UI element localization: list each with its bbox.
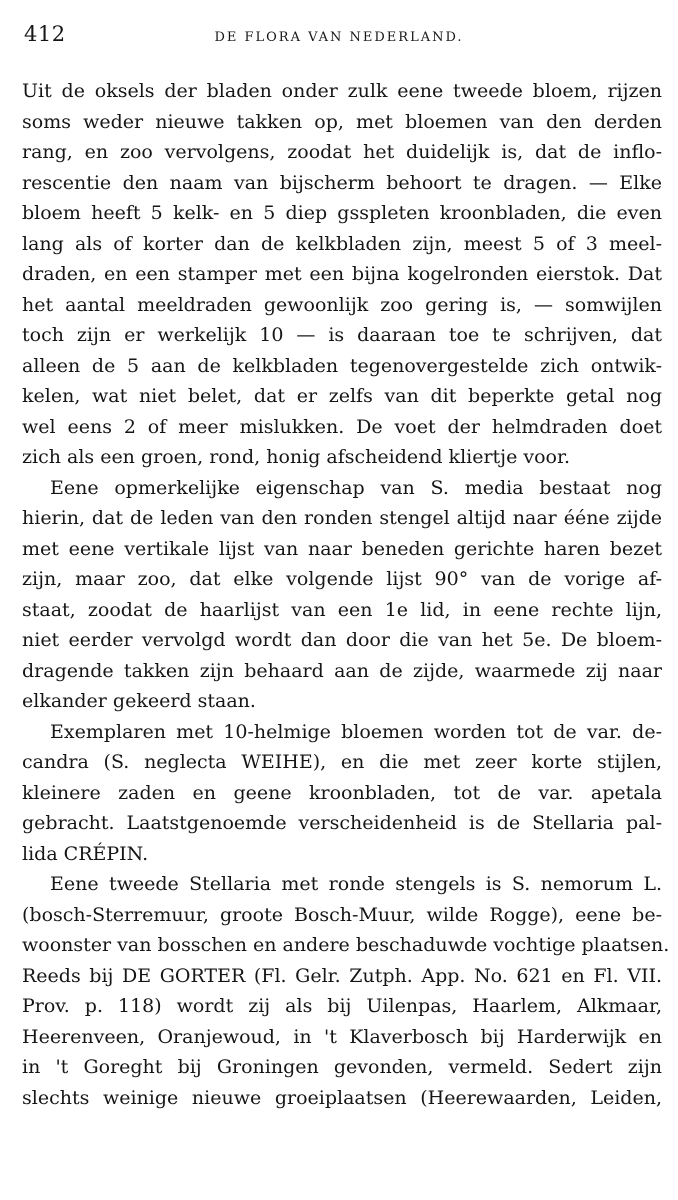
- text-line: slechts weinige nieuwe groeiplaatsen (Heerewaarden, Leiden,: [22, 1086, 662, 1109]
- text-line: kelen, wat niet belet, dat er zelfs van dit beperkte getal nog: [22, 385, 662, 407]
- text-line: Uit de oksels der bladen onder zulk eene tweede bloem, rijzen: [22, 80, 662, 102]
- text-line: lida CRÉPIN.: [22, 842, 149, 865]
- text-line: Eene tweede Stellaria met ronde stengels is S. nemorum L.: [50, 873, 662, 895]
- paragraph-inflorescence: [22, 76, 662, 473]
- text-line: staat, zoodat de haarlijst van een 1e lid, in eene rechte lijn,: [22, 598, 662, 621]
- text-line: elkander gekeerd staan.: [22, 690, 256, 712]
- text-line: gebracht. Laatstgenoemde verscheidenheid is de Stellaria pal-: [22, 812, 662, 834]
- paragraph-nemorum: [22, 869, 670, 1113]
- text-line: lang als of korter dan de kelkbladen zijn, meest 5 of 3 meel-: [22, 232, 662, 255]
- text-line: toch zijn er werkelijk 10 — is daaraan toe te schrijven, dat: [22, 324, 662, 346]
- text-line: woonster van bosschen en andere beschaduwde vochtige plaatsen.: [22, 934, 670, 956]
- text-line: hierin, dat de leden van den ronden stengel altijd naar ééne zijde: [22, 507, 662, 529]
- text-line: met eene vertikale lijst van naar beneden gerichte haren bezet: [22, 537, 662, 560]
- text-line: Heerenveen, Oranjewoud, in 't Klaverbosch bij Harderwijk en: [22, 1025, 662, 1048]
- text-line: zijn, maar zoo, dat elke volgende lijst 90° van de vorige af-: [22, 568, 662, 590]
- text-line: rescentie den naam van bijscherm behoort te dragen. — Elke: [22, 171, 662, 194]
- text-line: soms weder nieuwe takken op, met bloemen van den derden: [22, 110, 662, 133]
- page-header: [24, 22, 654, 52]
- text-line: draden, en een stamper met een bijna kogelronden eierstok. Dat: [22, 263, 662, 285]
- text-line: rang, en zoo vervolgens, zoodat het duidelijk is, dat de inflo-: [22, 141, 662, 163]
- text-line: alleen de 5 aan de kelkbladen tegenovergestelde zich ontwik-: [22, 354, 662, 377]
- text-line: Eene opmerkelijke eigenschap van S. media bestaat nog: [50, 476, 662, 499]
- text-line: kleinere zaden en geene kroonbladen, tot de var. apetala: [22, 781, 662, 804]
- text-line: dragende takken zijn behaard aan de zijde, waarmede zij naar: [22, 659, 662, 682]
- text-line: Prov. p. 118) wordt zij als bij Uilenpas, Haarlem, Alkmaar,: [22, 995, 662, 1017]
- text-line: zich als een groen, rond, honig afscheidend kliertje voor.: [22, 446, 571, 468]
- text-line: bloem heeft 5 kelk- en 5 diep gsspleten kroonbladen, die even: [22, 202, 662, 224]
- text-line: niet eerder vervolgd wordt dan door die van het 5e. De bloem-: [22, 629, 662, 651]
- text-line: Reeds bij DE GORTER (Fl. Gelr. Zutph. App. No. 621 en Fl. VII.: [22, 964, 662, 987]
- text-line: in 't Goreght bij Groningen gevonden, vermeld. Sedert zijn: [22, 1056, 662, 1078]
- text-line: wel eens 2 of meer mislukken. De voet der helmdraden doet: [22, 415, 662, 438]
- text-line: het aantal meeldraden gewoonlijk zoo gering is, — somwijlen: [22, 293, 662, 316]
- text-line: Exemplaren met 10-helmige bloemen worden tot de var. de-: [50, 720, 662, 743]
- page-number: 412: [24, 22, 66, 46]
- paragraph-varieties: [22, 717, 662, 870]
- running-head: DE FLORA VAN NEDERLAND.: [214, 30, 464, 45]
- body-text: [22, 76, 670, 1113]
- text-line: (bosch-Sterremuur, groote Bosch-Muur, wilde Rogge), eene be-: [22, 903, 662, 926]
- paragraph-media-property: [22, 473, 662, 717]
- text-line: candra (S. neglecta WEIHE), en die met zeer korte stijlen,: [22, 751, 662, 773]
